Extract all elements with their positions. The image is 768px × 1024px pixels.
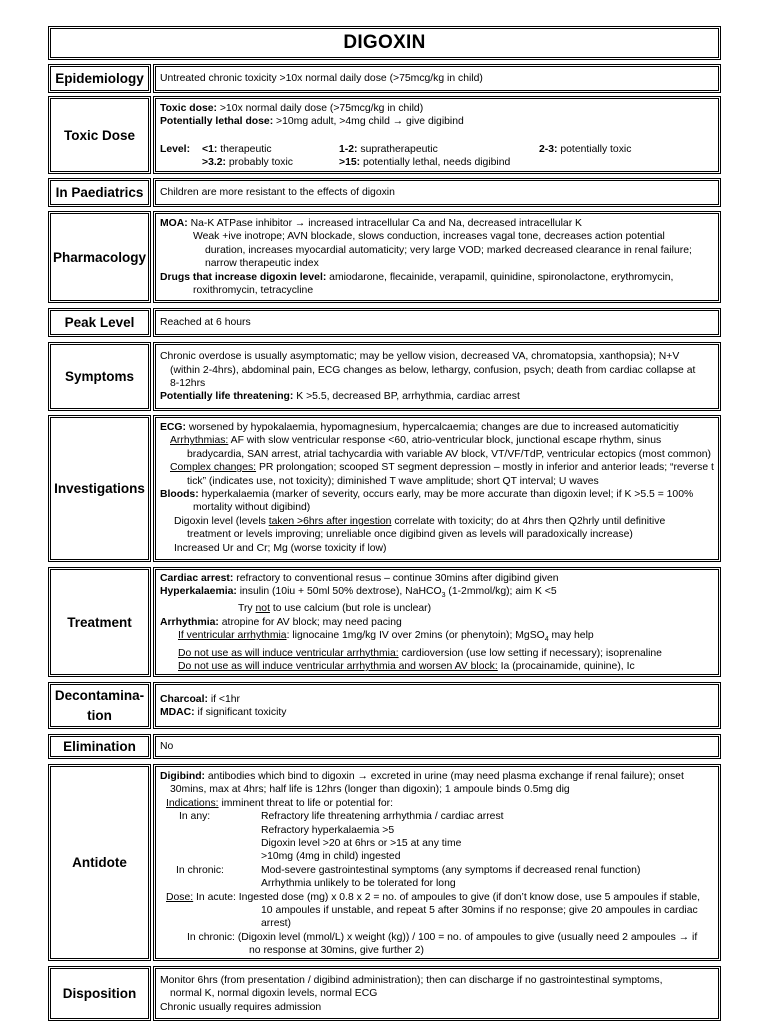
label-disposition: Disposition [48,966,151,1021]
bloods-line-2: mortality without digibind) [193,502,311,514]
drugs-line: Drugs that increase digoxin level: amiodarone, flecainide, verapamil, quinidine, spironolactone, erythromycin, [160,271,674,283]
in-any-line: In any: Refractory life threatening arrhythmia / cardiac arrest [179,811,504,823]
disposition-line: normal K, normal digoxin levels, normal ECG [170,988,378,1000]
complex-changes-line: Complex changes: PR prolongation; scooped ST segment depression – mostly in inferior and anterior leads; “reverse t [170,462,714,474]
ventricular-line: If ventricular arrhythmia: lignocaine 1mg/kg IV over 2mins (or phenytoin); MgSO$_4$ may help [178,630,594,644]
indications-line: Indications: imminent threat to life or potential for: [166,797,393,809]
label-epidemiology: Epidemiology [48,64,151,93]
bloods-line: Bloods: hyperkalaemia (marker of severity, occurs early, may be more accurate than digoxin level; if K >5.5 = 100% [160,489,694,501]
urea-line: Increased Ur and Cr; Mg (worse toxicity if low) [174,542,387,554]
in-any-line: Digoxin level >20 at 6hrs or >15 at any time [261,838,462,850]
label-treatment: Treatment [48,567,151,677]
in-chronic-line: Arrhythmia unlikely to be tolerated for long [261,878,456,890]
arrhythmias-line-2: bradycardia, SAN arrest, atrial tachycardia with variable AV block, VT/VF/TdP, ventricular ectopics (most common) [187,448,711,460]
charcoal-line: Charcoal: if <1hr [160,693,240,705]
pharm-line: narrow therapeutic index [205,258,319,270]
moa-line: MOA: Na-K ATPase inhibitor → increased intracellular Ca and Na, decreased intracellular K [160,218,582,229]
toxic-dose-line: Toxic dose: >10x normal daily dose (>75mcg/kg in child) [160,103,424,114]
label-antidote: Antidote [48,764,151,961]
symptoms-line: 8-12hrs [170,378,206,389]
peak-level-text: Reached at 6 hours [160,317,251,329]
page-title: DIGOXIN [48,26,721,60]
label-investigations: Investigations [48,415,151,562]
label-symptoms: Symptoms [48,342,151,411]
lethal-dose-line: Potentially lethal dose: >10mg adult, >4mg child → give digibind [160,116,464,128]
content-toxic-dose [153,96,721,174]
dose-chronic-line: In chronic: (Digoxin level (mmol/L) x weight (kg)) / 100 = no. of ampoules to give (usually need 2 ampoules → if [187,931,698,943]
content-symptoms [153,342,721,411]
content-peak-level [153,308,721,337]
content-antidote [153,764,721,961]
do-not-use-av-line: Do not use as will induce ventricular arrhythmia and worsen AV block: Ia (procainamide, quinine), Ic [178,661,635,673]
content-treatment [153,567,721,677]
elimination-text: No [160,741,174,753]
disposition-line: Chronic usually requires admission [160,1001,322,1013]
disposition-line: Monitor 6hrs (from presentation / digibind administration); then can discharge if no gastrointestinal symptoms, [160,974,663,986]
paediatrics-text: Children are more resistant to the effects of digoxin [160,187,395,199]
life-threatening-line: Potentially life threatening: K >5.5, decreased BP, arrhythmia, cardiac arrest [160,391,520,403]
arrhythmia-line: Arrhythmia: atropine for AV block; may need pacing [160,616,402,628]
symptoms-line: (within 2-4hrs), abdominal pain, ECG changes as below, lethargy, confusion, psych; death from cardiac collapse at [170,364,696,376]
calcium-line: Try not to use calcium (but role is unclear) [238,603,432,615]
hyperkalaemia-line: Hyperkalaemia: insulin (10iu + 50ml 50% dextrose), NaHCO$_3$ (1-2mmol/kg); aim K <5 [160,585,557,599]
symptoms-line: Chronic overdose is usually asymptomatic; may be yellow vision, decreased VA, chromatopsia, xanthopsia); N+V [160,351,680,363]
complex-changes-line-2: tick” (indicates use, not toxicity); diminished T wave amplitude; short QT interval; U waves [187,475,599,487]
digibind-line: Digibind: antibodies which bind to digoxin → excreted in urine (may need plasma exchange if renal failure); onset [160,771,684,782]
dose-acute-line: Dose: In acute: Ingested dose (mg) x 0.8 x 2 = no. of ampoules to give (if don’t know dose, use 5 ampoules if stable, [166,891,700,903]
digoxin-level-line-2: treatment or levels improving; unreliable once digibind given as levels will paradoxically increase) [187,529,633,541]
content-pharmacology [153,211,721,303]
do-not-use-line: Do not use as will induce ventricular arrhythmia: cardioversion (use low setting if necessary); isoprenaline [178,647,662,659]
epidemiology-text: Untreated chronic toxicity >10x normal daily dose (>75mcg/kg in child) [160,73,483,85]
digoxin-level-line: Digoxin level (levels taken >6hrs after ingestion correlate with toxicity; do at 4hrs then Q2hrly until definitive [174,515,666,527]
pharm-line: Weak +ive inotrope; AVN blockade, slows conduction, increases vagal tone, decreases action potential [193,231,665,243]
content-epidemiology [153,64,721,93]
label-paediatrics: In Paediatrics [48,178,151,207]
content-elimination [153,734,721,759]
cardiac-arrest-line: Cardiac arrest: refractory to conventional resus – continue 30mins after digibind given [160,572,559,584]
dose-acute-line-3: arrest) [261,918,292,930]
label-pharmacology: Pharmacology [48,211,151,303]
dose-acute-line-2: 10 ampoules if unstable, and repeat 5 after 30mins if no response; give 20 ampoules in cardiac [261,905,698,917]
label-toxic-dose: Toxic Dose [48,96,151,174]
content-paediatrics [153,178,721,207]
label-elimination: Elimination [48,734,151,759]
content-investigations [153,415,721,562]
label-peak-level: Peak Level [48,308,151,337]
label-decontamination: Decontamina- tion [48,682,151,729]
mdac-line: MDAC: if significant toxicity [160,707,287,718]
pharm-line: duration, increases myocardial automaticity; very large VOD; marked decreased clearance in renal failure; [205,244,692,256]
arrhythmias-line: Arrhythmias: AF with slow ventricular response <60, atrio-ventricular block, junctional escape rhythm, sinus [170,435,662,447]
in-any-line: Refractory hyperkalaemia >5 [261,824,395,836]
dose-chronic-line-2: no response at 30mins, give further 2) [249,945,425,957]
digibind-line-2: 30mins, max at 4hrs; half life is 12hrs (longer than digoxin); 1 ampoule binds 0.5mg dig [170,784,570,796]
in-chronic-line: In chronic: Mod-severe gastrointestinal symptoms (any symptoms if decreased renal function) [176,864,641,876]
drugs-line-2: roxithromycin, tetracycline [193,285,314,297]
in-any-line: >10mg (4mg in child) ingested [261,851,401,863]
ecg-line: ECG: worsened by hypokalaemia, hypomagnesium, hypercalcaemia; changes are due to increased automaticitiy [160,422,679,433]
content-decontamination [153,682,721,729]
content-disposition [153,966,721,1021]
level-table: Level: <1: therapeutic 1-2: supratherapeutic 2-3: potentially toxic >3.2: probably toxic >15: potentially lethal, needs digibind [160,143,632,169]
